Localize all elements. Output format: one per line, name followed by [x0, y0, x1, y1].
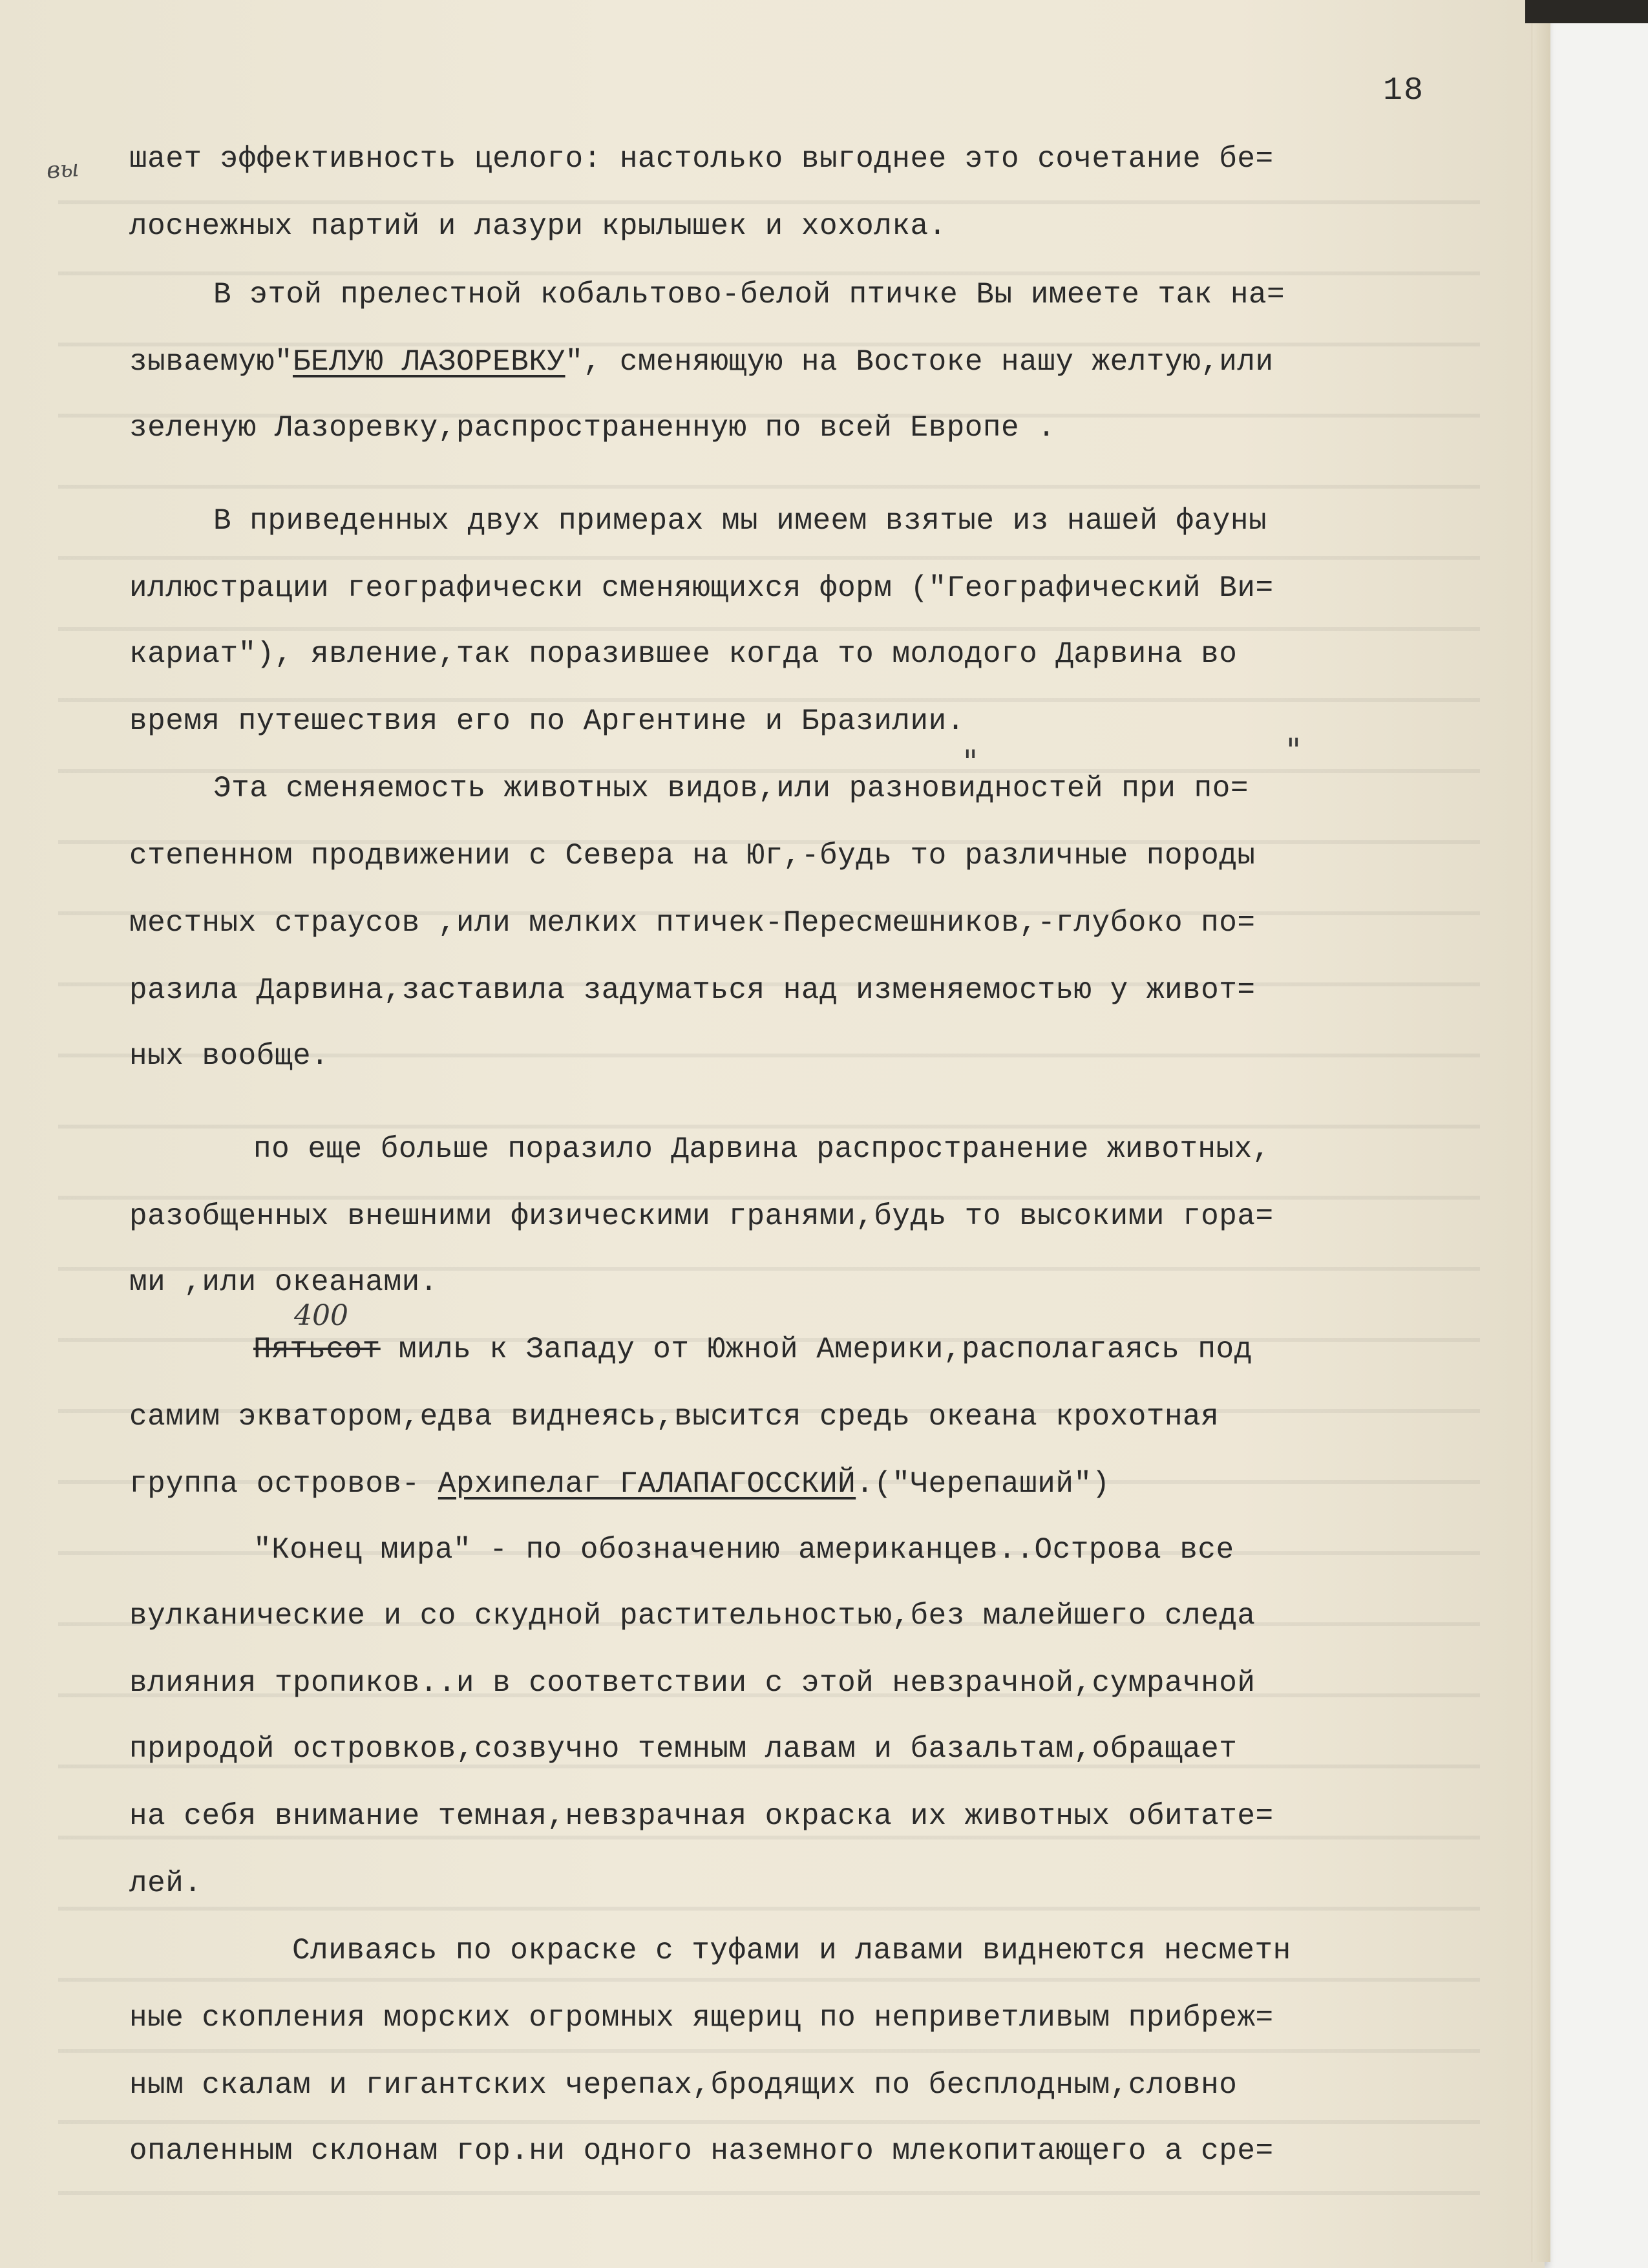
text-line: "Конец мира" - по обозначению американцев..Острова все	[253, 1533, 1234, 1567]
text-line: степенном продвижении с Севера на Юг,-будь то различные породы	[129, 839, 1256, 873]
text-line: самим экватором,едва виднеясь,высится средь океана крохотная	[129, 1400, 1220, 1434]
underlined-term-belaya-lazorevka: БЕЛУЮ ЛАЗОРЕВКУ	[292, 345, 565, 379]
text-line: В этой прелестной кобальтово-белой птичке Вы имеете так на=	[213, 278, 1285, 312]
text-line-pre: группа островов-	[129, 1467, 438, 1501]
text-line	[253, 1330, 1648, 1369]
text-line: вулканические и со скудной растительностью,без малейшего следа	[129, 1599, 1256, 1633]
text-line: разобщенных внешними физическими гранями,будь то высокими гора=	[129, 1200, 1274, 1233]
handwritten-quote-mark: "	[963, 743, 978, 781]
text-line	[129, 1465, 1648, 1503]
margin-handwritten-note: вы	[45, 155, 80, 184]
scan-background-strip	[1525, 0, 1648, 23]
text-line: Эта сменяемость животных видов,или разновидностей при по=	[213, 772, 1249, 805]
text-line: лоснежных партий и лазури крылышек и хохолка.	[129, 209, 947, 243]
text-line: природой островков,созвучно темным лавам и базальтам,обращает	[129, 1732, 1238, 1766]
text-line: иллюстрации географически сменяющихся форм ("Географический Ви=	[129, 571, 1274, 605]
text-line: ным скалам и гигантских черепах,бродящих по бесплодным,словно	[129, 2068, 1238, 2102]
text-line: кариат"), явление,так поразившее когда то молодого Дарвина во	[129, 637, 1238, 671]
page-number: 18	[1383, 72, 1425, 109]
text-line: ми ,или океанами.	[129, 1266, 438, 1299]
text-line-post: .("Черепаший")	[856, 1467, 1110, 1501]
text-line: местных страусов ,или мелких птичек-Пересмешников,-глубоко по=	[129, 906, 1256, 940]
text-line-post: миль к Западу от Южной Америки,располагаясь под	[380, 1333, 1252, 1366]
text-line: на себя внимание темная,невзрачная окраска их животных обитате=	[129, 1799, 1274, 1833]
text-line: влияния тропиков..и в соответствии с этой невзрачной,сумрачной	[129, 1666, 1256, 1700]
handwritten-quote-mark: "	[1286, 732, 1301, 769]
text-line-post: ", сменяющую на Востоке нашу желтую,или	[565, 345, 1274, 379]
text-line: по еще больше поразило Дарвина распространение животных,	[253, 1132, 1271, 1166]
text-line: лей.	[129, 1867, 202, 1900]
text-line-pre: зываемую"	[129, 345, 293, 379]
text-line: шает эффективность целого: настолько выгоднее это сочетание бе=	[129, 142, 1274, 176]
underlined-term-galapagos: Архипелаг ГАЛАПАГОССКИЙ	[438, 1467, 856, 1501]
text-line: В приведенных двух примерах мы имеем взятые из нашей фауны	[213, 504, 1267, 538]
text-line: Сливаясь по окраске с туфами и лавами виднеются несметн	[292, 1934, 1291, 1967]
struck-word: Пятьсот	[253, 1333, 381, 1366]
handwritten-correction: 400	[294, 1299, 348, 1332]
text-line: время путешествия его по Аргентине и Бразилии.	[129, 705, 965, 738]
text-line: разила Дарвина,заставила задуматься над изменяемостью у живот=	[129, 973, 1256, 1007]
text-line	[129, 343, 1648, 381]
text-line: зеленую Лазоревку,распространенную по всей Европе .	[129, 411, 1056, 445]
text-line: опаленным склонам гор.ни одного наземного млекопитающего а сре=	[129, 2134, 1274, 2168]
text-line: ных вообще.	[129, 1039, 330, 1073]
bleed-through-texture	[58, 155, 1480, 2223]
text-line: ные скопления морских огромных ящериц по неприветливым прибреж=	[129, 2001, 1274, 2035]
